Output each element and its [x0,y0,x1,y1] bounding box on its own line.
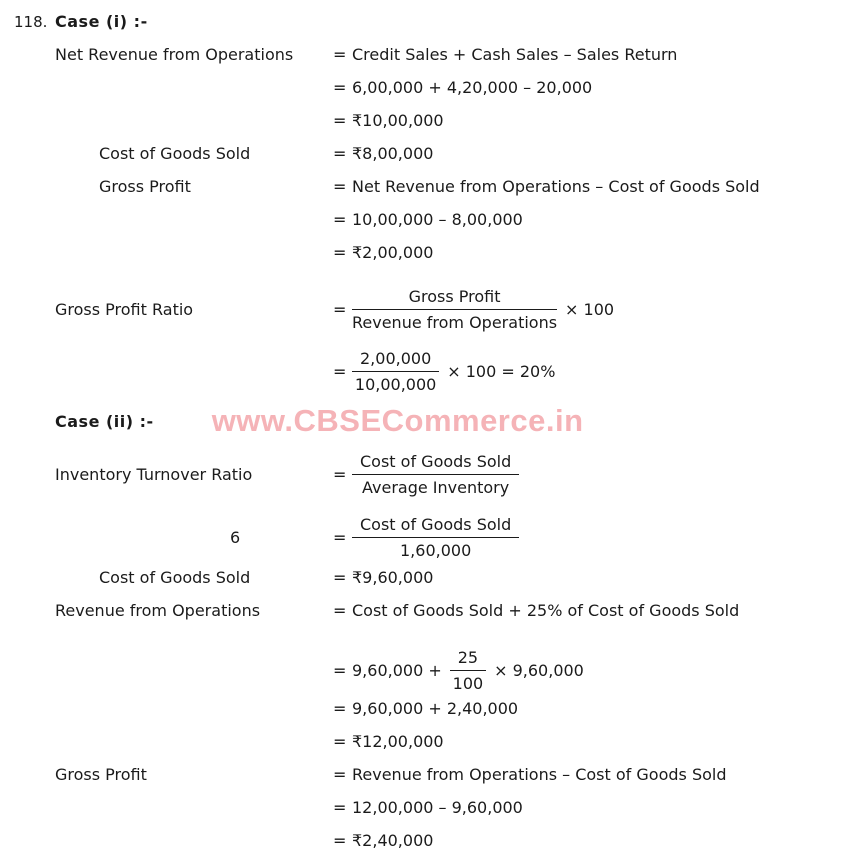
fraction [352,515,519,560]
line-value: ₹2,00,000 [352,243,434,262]
fraction [450,648,486,693]
line-value: Revenue from Operations – Cost of Goods Sold [352,765,727,784]
equals-sign: = [333,111,347,130]
line-value: 9,60,000 + 2,40,000 [352,699,519,718]
gross-profit-ratio-calc-row [0,342,856,400]
equals-sign: = [333,660,347,680]
equals-sign: = [333,601,347,620]
fraction-numerator: 25 [450,648,486,671]
line-value: ₹2,40,000 [352,831,434,850]
line-label: Inventory Turnover Ratio [55,464,253,484]
fraction [352,349,439,394]
line-value: 10,00,000 – 8,00,000 [352,210,523,229]
line-value: Credit Sales + Cash Sales – Sales Return [352,45,678,64]
fraction-denominator: 10,00,000 [354,374,437,394]
fraction-suffix: × 100 = 20% [447,361,556,381]
formula-row [0,732,856,765]
line-value: ₹9,60,000 [352,568,434,587]
inventory-turnover-calc-row [0,506,856,568]
equals-sign: = [333,144,347,163]
line-label: Gross Profit [55,765,147,784]
formula-row [0,568,856,601]
fraction-denominator: Average Inventory [362,477,510,497]
line-label: Net Revenue from Operations [55,45,294,64]
equals-sign: = [333,699,347,718]
equals-sign: = [333,210,347,229]
equals-sign: = [333,568,347,587]
fraction [352,452,519,497]
formula-row [0,831,856,853]
line-label: Revenue from Operations [55,601,261,620]
formula-row [0,699,856,732]
fraction [352,287,557,332]
fraction-numerator: 2,00,000 [352,349,439,372]
watermark: www.CBSECommerce.in [211,403,584,438]
formula-row [0,144,856,177]
formula-row [0,111,856,144]
equals-sign: = [333,361,347,381]
equals-sign: = [333,243,347,262]
equals-sign: = [333,732,347,751]
fraction-denominator: 1,60,000 [400,540,472,560]
line-value: 12,00,000 – 9,60,000 [352,798,523,817]
equals-sign: = [333,527,347,547]
formula-row [0,177,856,210]
line-value: ₹10,00,000 [352,111,444,130]
equals-sign: = [333,78,347,97]
line-value [352,648,584,693]
line-label: Cost of Goods Sold [99,144,251,163]
fraction-suffix: × 9,60,000 [494,660,584,680]
case2-heading-row [0,400,856,442]
line-value: ₹12,00,000 [352,732,444,751]
line-value [352,349,555,394]
gross-profit-ratio-formula-row [0,276,856,342]
formula-row [0,210,856,243]
revenue-calc-row [0,641,856,699]
equals-sign: = [333,45,347,64]
line-value [352,515,519,560]
formula-row [0,601,856,641]
line-value: Cost of Goods Sold + 25% of Cost of Goods Sold [352,601,740,620]
question-number: 118. [14,13,48,31]
case2-heading: Case (ii) :- [55,411,154,431]
fraction-numerator: Cost of Goods Sold [352,452,519,475]
formula-row [0,765,856,798]
line-label: Cost of Goods Sold [99,568,251,587]
line-value: 6,00,000 + 4,20,000 – 20,000 [352,78,593,97]
line-label: Gross Profit [99,177,191,196]
line-value [352,452,519,497]
line-value: ₹8,00,000 [352,144,434,163]
line-label: Gross Profit Ratio [55,299,194,319]
equals-sign: = [333,299,347,319]
fraction-denominator: Revenue from Operations [352,312,558,332]
equals-sign: = [333,798,347,817]
fraction-numerator: Gross Profit [352,287,557,310]
line-value [352,287,614,332]
line-value: Net Revenue from Operations – Cost of Goods Sold [352,177,760,196]
equals-sign: = [333,177,347,196]
case1-heading-row [0,12,856,45]
equals-sign: = [333,765,347,784]
formula-row [0,243,856,276]
formula-row [0,45,856,78]
inventory-turnover-formula-row [0,442,856,506]
equals-sign: = [333,464,347,484]
equals-sign: = [333,831,347,850]
line-label: 6 [230,527,241,547]
formula-row [0,798,856,831]
formula-row [0,78,856,111]
fraction-suffix: × 100 [565,299,615,319]
fraction-numerator: Cost of Goods Sold [352,515,519,538]
fraction-denominator: 100 [452,673,484,693]
case1-heading: Case (i) :- [55,12,148,31]
fraction-prefix: 9,60,000 + [352,660,442,680]
